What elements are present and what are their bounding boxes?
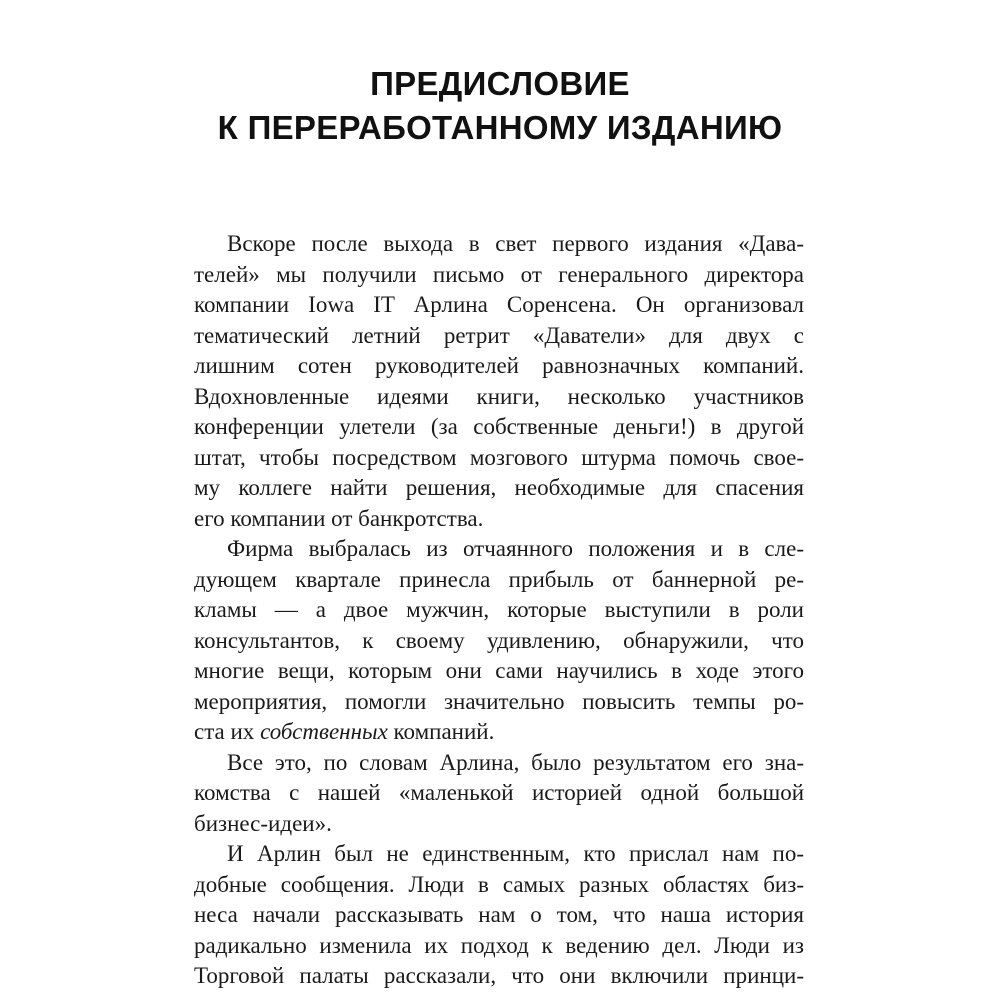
text-line: лишним сотен руководителей равнозначных компаний.: [194, 353, 804, 378]
text-line: комства с нашей «маленькой историей одной большой: [194, 780, 804, 805]
chapter-title-line-2: К ПЕРЕРАБОТАННОМУ ИЗДАНИЮ: [217, 109, 783, 146]
body-text: [194, 229, 804, 992]
paragraph-3: [194, 748, 804, 840]
text-line-with-italic: [194, 717, 804, 748]
text-line: многие вещи, которым они сами научились в ходе этого: [194, 658, 804, 683]
text-line: его компании от банкротства.: [194, 505, 484, 531]
text-line: добные сообщения. Люди в самых разных областях биз-: [194, 871, 804, 897]
text-line: консультантов, к своему удивлению, обнаружили, что: [194, 627, 804, 653]
paragraph-1: [194, 229, 804, 534]
text-line: Вскоре после выхода в свет первого издания «Дава-: [227, 231, 804, 256]
text-line: штат, чтобы посредством мозгового штурма помочь свое-: [194, 444, 804, 470]
text-line: Вдохновленные идеями книги, несколько участников: [194, 383, 804, 409]
chapter-title-line-1: ПРЕДИСЛОВИЕ: [370, 65, 630, 102]
text-run: компаний.: [387, 719, 495, 744]
paragraph-2: [194, 534, 804, 748]
text-line: компании Iowa IT Арлина Соренсена. Он организовал: [194, 292, 804, 317]
text-line: телей» мы получили письмо от генерального директора: [194, 261, 804, 287]
text-line: радикально изменила их подход к ведению дел. Люди из: [194, 932, 804, 958]
text-line: И Арлин был не единственным, кто прислал нам по-: [227, 841, 804, 866]
text-line: Торговой палаты рассказали, что они включили принци-: [194, 963, 804, 988]
text-line: конференции улетели (за собственные деньги!) в другой: [194, 414, 804, 439]
italic-word: собственных: [260, 719, 388, 744]
paragraph-4: [194, 839, 804, 992]
text-line: бизнес-идеи».: [194, 810, 332, 836]
text-line: Фирма выбралась из отчаянного положения и в сле-: [227, 536, 804, 561]
text-line: мероприятия, помогли значительно повысить темпы ро-: [194, 688, 804, 714]
text-line: неса начали рассказывать нам о том, что наша история: [194, 902, 804, 927]
text-line: дующем квартале принесла прибыль от баннерной ре-: [194, 566, 804, 592]
text-line: кламы — а двое мужчин, которые выступили в роли: [194, 597, 804, 622]
text-run: ста их: [194, 719, 261, 744]
text-line: Все это, по словам Арлина, было результатом его зна-: [227, 749, 804, 775]
text-line: тематический летний ретрит «Даватели» для двух с: [194, 322, 804, 348]
chapter-title: [0, 62, 1000, 150]
text-line: му коллеге найти решения, необходимые для спасения: [194, 475, 804, 500]
